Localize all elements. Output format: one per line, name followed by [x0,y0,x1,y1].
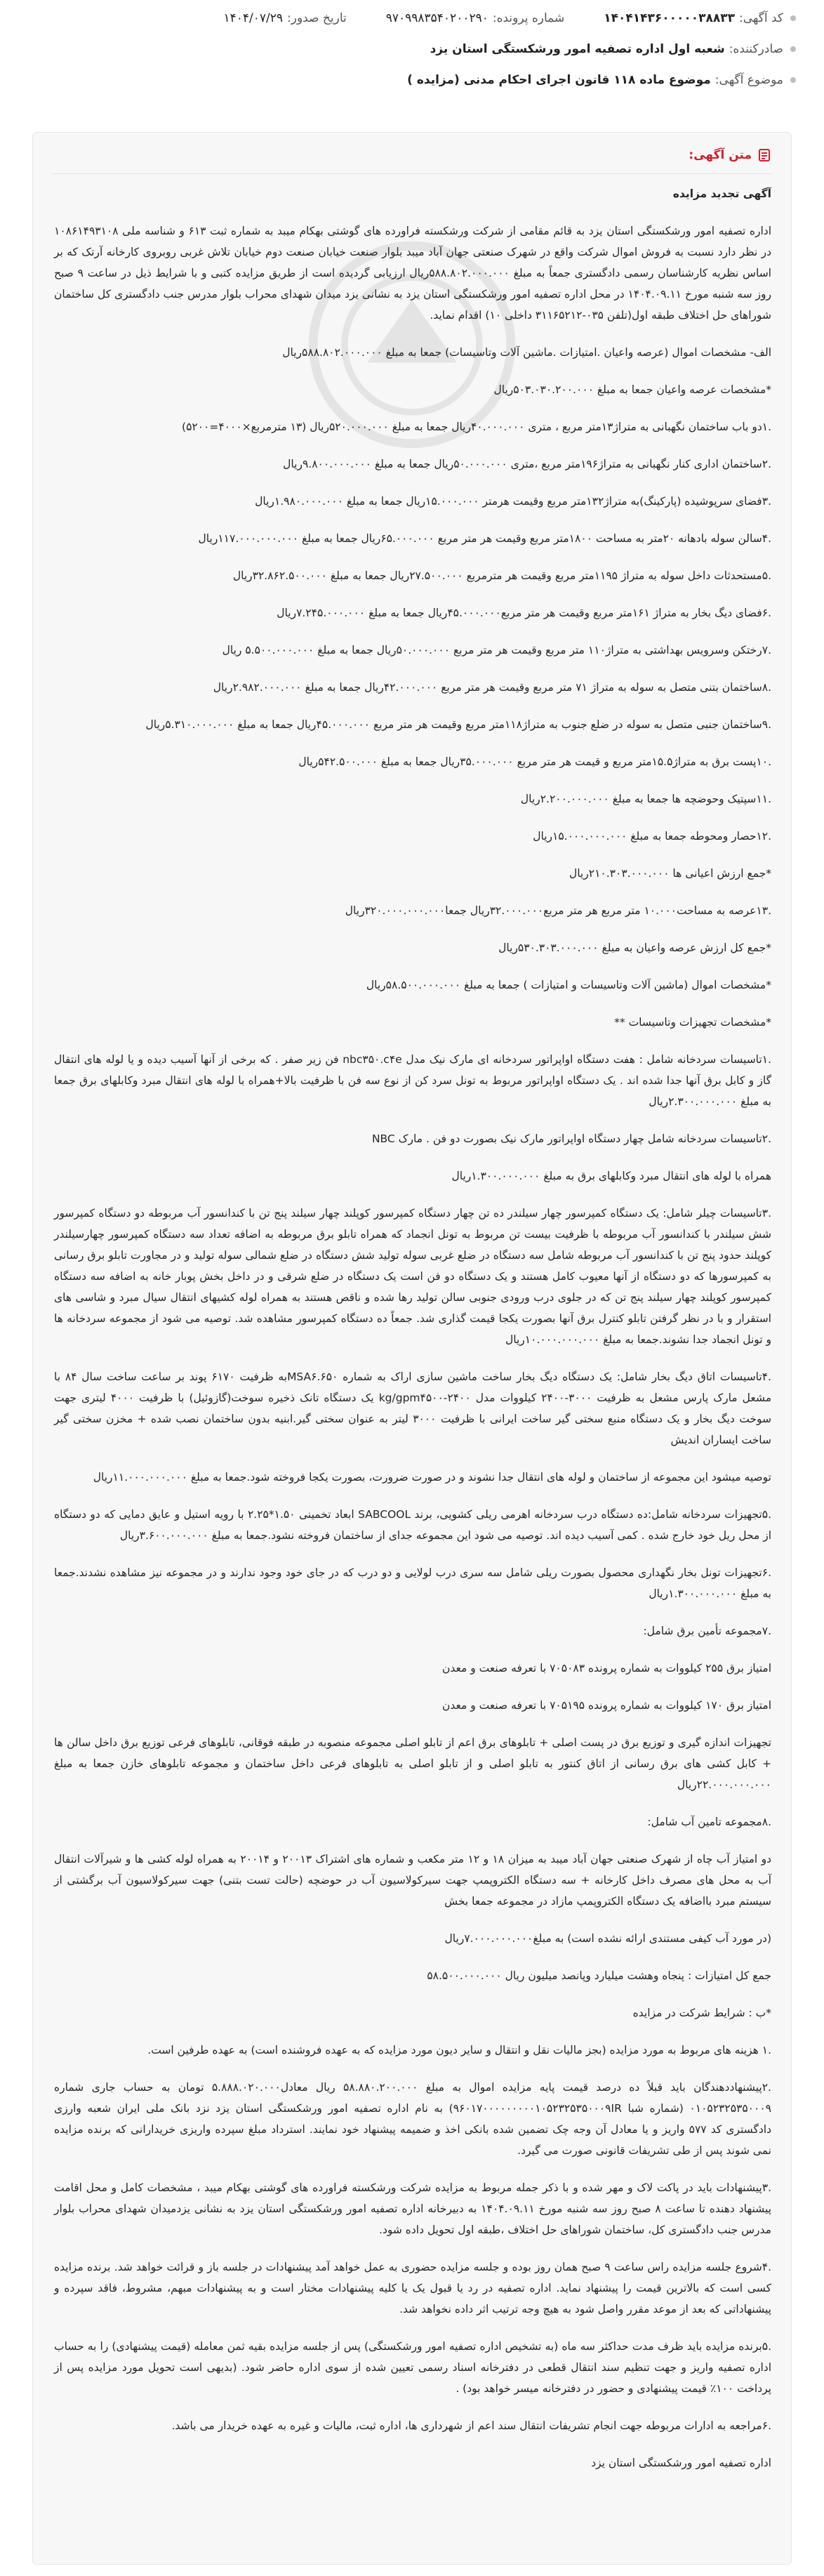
notice-header [0,0,824,121]
bullet-dot-icon [790,46,796,52]
issue-date-label: تاریخ صدور: [287,11,347,25]
notice-paragraph: .۳فضای سرپوشیده (پارکینگ)به متراژ۱۳۲متر مربع وقیمت هرمتر ۱۵.۰۰۰.۰۰۰ریال جمعا به مبلغ ۱.۹۸۰.۰۰۰.۰۰۰ریال [255,495,771,508]
notice-paragraph: امتیاز برق ۱۷۰ کیلووات به شماره پرونده ۷۰۵۱۹۵ با تعرفه صنعت و معدن [442,1699,771,1712]
subject [407,73,796,87]
notice-paragraph: دو امتیاز آب چاه از شهرک صنعتی جهان آباد میبد به میزان ۱۸ و ۱۲ متر مکعب و شماره های اشتراک ۲۰۰۱۳ و ۲۰۰۱۴ به همراه لوله کشی ها و شیرآلات انتقال آب به محل های مصرف داخل کارخانه + سه دستگاه الکتروپمپ جهت سیرکولاسیون آب در حوضچه (حالت تست بتنی) جهت سیرکولاسیون آب برگشتی از سیستم مبرد بااضافه یک دستگاه الکتروپمپ مازاد در مجموعه جمعا بخش [54,1853,772,1908]
notice-paragraph: .۱۲حصار ومحوطه جمعا به مبلغ ۱۵.۰۰۰.۰۰۰.۰۰۰ریال [533,830,771,843]
document-icon [757,148,771,162]
notice-paragraph: .۸مجموعه تامین آب شامل: [647,1816,771,1828]
issue-date [224,11,347,25]
notice-paragraph: .۵تجهیزات سردخانه شامل:ده دستگاه درب سردخانه اهرمی ریلی کشویی، برند SABCOOL ابعاد تخمینی ۱.۵۰*۲.۲۵ با رویه استیل و عایق دمایی که دو دستگاه از محل ریل خود خارج شده . کمی آسیب دیده اند. توصیه می شود این مجموعه جدای از ساختمان فروخته نشود.جمعا به مبلغ ۳.۶۰۰.۰۰۰.۰۰۰ریال [54,1508,772,1542]
notice-paragraph: .۴سالن سوله بادهانه ۲۰متر به مساحت ۱۸۰۰متر مربع وقیمت هر متر مربع ۶۵.۰۰۰.۰۰۰ریال جمعا به مبلغ ۱۱۷.۰۰۰.۰۰۰.۰۰۰ریال [198,532,771,545]
notice-paragraph: تجهیزات اندازه گیری و توزیع برق در پست اصلی + تابلوهای برق اعم از تابلو اصلی مجموعه منصوبه در طبقه فوقانی، تابلوهای فرعی توزیع برق داخل سالن ها + کابل کشی های برق رسانی از اتاق کنتور به تابلو اصلی و از تابلو اصلی به تابلوهای فرعی داخل ساختمان و مجموعه تابلوهای خازن جمعا به مبلغ ۲۲.۰۰۰.۰۰۰.۰۰۰ریال [54,1736,771,1791]
notice-paragraph: .۲تاسیسات سردخانه شامل چهار دستگاه اواپراتور مارک نیک بصورت دو فن . مارک NBC [371,1132,771,1145]
notice-paragraph: .۱ هزینه های مربوط به مورد مزایده (بجز مالیات نقل و انتقال و سایر دیون مورد مزایده که به عهده فروشنده است) به عهده طرفین است. [147,2044,771,2056]
notice-paragraph: *جمع کل ارزش عرصه واعیان به مبلغ ۵۳۰.۳۰۳.۰۰۰.۰۰۰ریال [498,942,771,954]
notice-paragraph: .۱۳عرصه به مساحت۱۰.۰۰۰ متر مربع هر متر مربع۳۲.۰۰۰.۰۰۰ریال جمعا۳۲۰.۰۰۰.۰۰۰.۰۰۰ریال [345,904,771,917]
notice-paragraph: .۲پیشنهاددهندگان باید قبلاً ده درصد قیمت پایه مزایده اموال به مبلغ ۵۸.۸۸۰.۲۰۰.۰۰۰ ریال معادل۵.۸۸۸.۰۲۰.۰۰۰ تومان به حساب جاری شماره ۰۱۰۵۲۳۲۵۳۵۰۰۰۹ (شماره شبا ۹۶۰۱۷۰۰۰۰۰۰۰۰۰۱۰۵۲۳۲۵۳۵۰۰۰۹IR) به نام اداره تصفیه امور ورشکستگی استان یزد نزد بانک ملی ایران شعبه وارزی دادگستری کد ۵۷۷ واریز و یا معادل آن وجه چک تضمین شده بانکی اخذ و ضمیمه پیشنهاد خود نمایند. استرداد مبلغ سپرده واریزی خریدارانی که برنده مزایده نمی شوند پس از طی تشریفات قانونی صورت می گیرد. [54,2081,771,2157]
header-meta-row [28,11,796,25]
notice-paragraph: .۶فضای دیگ بخار به متراژ ۱۶۱متر مربع وقیمت هر متر مربع۴۵.۰۰۰.۰۰۰ریال جمعا به مبلغ ۷.۲۴۵.۰۰۰.۰۰۰ریال [277,607,771,619]
notice-heading: آگهی تجدید مزایده [672,187,771,200]
notice-paragraph: .۵برنده مزایده باید ظرف مدت حداکثر سه ماه (به تشخیص اداره تصفیه امور ورشکستگی) پس از جلسه مزایده بقیه ثمن معامله (قیمت پیشنهادی) را به حساب اداره تصفیه واریز و جهت تنظیم سند انتقال قطعی در دفترخانه اسناد رسمی تعیین شده از سوی اداره حاضر شود. (بدیهی است تحویل مورد مزایده پس از پرداخت ۱۰۰٪ قیمت پیشنهادی و حضور در دفترخانه میسر خواهد بود) . [54,2340,771,2395]
notice-number [604,11,796,25]
notice-paragraph: *مشخصات اموال (ماشین آلات وتاسیسات و امتیازات ) جمعا به مبلغ ۵۸.۵۰۰.۰۰۰.۰۰۰ریال [366,979,771,991]
subject-value: موضوع ماده ۱۱۸ قانون اجرای احکام مدنی (مزایده ) [407,73,711,87]
notice-number-label: کد آگهی: [739,11,783,25]
notice-paragraph: .۵مستحدثات داخل سوله به متراژ ۱۱۹۵متر مربع وقیمت هر مترمربع ۲۷.۵۰۰.۰۰۰ریال جمعا به مبلغ ۳۲.۸۶۲.۵۰۰.۰۰۰ریال [232,569,771,582]
issuer [430,42,796,56]
notice-section-header [689,148,771,162]
tracking-number-label: شماره پرونده: [492,11,565,25]
notice-paragraph: .۳پیشنهادات باید در پاکت لاک و مهر شده و با ذکر جمله مربوط به مزایده شرکت ورشکسته فراورده های گوشتی بهکام میبد ، مشخصات کامل و محل اقامت پیشنهاد دهنده تا ساعت ۸ صبح روز سه شنبه مورخ ۱۴۰۴.۰۹.۱۱ به دبیرخانه اداره تصفیه امور ورشکستگی استان یزد به نشانی یزدمیدان شهدای محراب بلوار مدرس جنب دادگستری کل، ساختمان شوراهای حل اختلاف ،طبقه اول تحویل داده شود. [54,2181,771,2236]
notice-paragraph: .۴تاسیسات اتاق دیگ بخار شامل: یک دستگاه دیگ بخار ساخت ماشین سازی اراک به شماره MSA۶.۶۵۰به ظرفیت ۶۱۷۰ پوند بر ساعت ساخت سال ۸۴ با مشعل مارک پارس مشعل به ظرفیت ۳۰۰۰-۲۴۰۰ کیلووات مدل kg/gpm۴۵۰۰-۲۴۰۰ یک دستگاه تانک ذخیره سوخت(گازوئیل) با ظرفیت ۴۰۰۰ لیتری جهت سوخت دیگ بخار و یک دستگاه منبع سختی گیر ساخت ایرانی با ظرفیت ۳۰۰۰ لیتر به عنوان سختی گیر.ابنیه بدون ساختمان نصب شده + مخزن سختی گیر ساخت ایساران اندیش [54,1370,772,1446]
notice-paragraph: .۷مجموعه تأمین برق شامل: [643,1625,771,1637]
notice-paragraph: .۴شروع جلسه مزایده راس ساعت ۹ صبح همان روز بوده و جلسه مزایده حضوری به عمل خواهد آمد پیشنهادات در جلسه باز و قرائت خواهد شد. برنده مزایده کسی است که بالاترین قیمت را پیشنهاد نماید. اداره تصفیه در رد یا قبول یک یا کلیه پیشنهادات مختار است و به پیشنهادات مبهم، مشروط، فاقد سپرده و پیشنهاداتی که بعد از موعد مقرر واصل شود به هیچ وجه ترتیب اثر داده نخواهد شد. [54,2261,771,2316]
bullet-dot-icon [790,15,796,21]
notice-paragraph: همراه با لوله های انتقال مبرد وکابلهای برق به مبلغ ۱.۳۰۰.۰۰۰.۰۰۰ریال [451,1170,771,1182]
notice-number-value: ۱۴۰۴۱۴۳۶۰۰۰۰۰۳۸۸۳۳ [604,11,736,25]
subject-row [28,73,796,87]
notice-paragraph: توصیه میشود این مجموعه از ساختمان و لوله های انتقال جدا نشوند و در صورت ضرورت، بصورت یکجا فروخته شود.جمعا به مبلغ ۱۱.۰۰۰.۰۰۰.۰۰۰ریال [93,1471,771,1484]
subject-label: موضوع آگهی: [715,73,783,87]
notice-paragraph: *ب : شرایط شرکت در مزایده [632,2007,771,2019]
notice-paragraph: *جمع ارزش اعیانی ها ۲۱۰.۳۰۳.۰۰۰.۰۰۰ریال [569,867,771,880]
notice-card [32,132,792,2565]
issuer-label: صادرکننده: [729,42,783,56]
notice-paragraph: .۱دو باب ساختمان نگهبانی به متراژ۱۳متر مربع ، متری ۴۰.۰۰۰.۰۰۰ریال جمعا به مبلغ ۵۲۰.۰۰۰.۰۰۰ریال (۱۳ مترمربع×۴۰۰۰=۵۲۰۰) [182,421,771,433]
notice-paragraph: .۷رختکن وسرویس بهداشتی به متراژ۱۱۰ متر مربع وقیمت هر متر مربع ۵۰.۰۰۰.۰۰۰ریال جمعا به مبلغ ۵.۵۰۰.۰۰۰.۰۰۰ ریال [222,644,771,656]
notice-paragraph: .۱۱سپتیک وحوضچه ها جمعا به مبلغ ۲.۲۰۰.۰۰۰.۰۰۰ریال [520,793,771,805]
notice-paragraph: (در مورد آب کیفی مستندی ارائه نشده است) به مبلغ۷.۰۰۰.۰۰۰.۰۰۰ریال [444,1932,771,1945]
notice-paragraph: .۶مراجعه به ادارات مربوطه جهت انجام تشریفات انتقال سند اعم از شهرداری ها، اداره ثبت، مالیات و غیره به عهده خریدار می باشد. [171,2419,771,2432]
notice-section-title: متن آگهی: [689,148,752,162]
notice-paragraph: اداره تصفیه امور ورشکستگی استان یزد به قائم مقامی از شرکت ورشکسته فراورده های گوشتی بهکام میبد به شماره ثبت ۶۱۳ و شناسه ملی ۱۰۸۶۱۴۹۳۱۰۸ در نظر دارد نسبت به فروش اموال شرکت واقع در شهرک صنعتی جهان آباد میبد بلوار صنعت خیابان صنعت دوم خیابان تلاش غربی روبروی کارخانه آرتک که بر اساس نظریه کارشناسان رسمی دادگستری جمعاً به مبلغ ۵۸۸.۸۰۲.۰۰۰.۰۰۰ریال ارزیابی گردیده است از طریق مزایده کتبی و با شرایط ذیل در ساعت ۹ صبح روز سه شنبه مورخ ۱۴۰۴.۰۹.۱۱ در محل اداره تصفیه امور ورشکستگی استان یزد به نشانی یزد میدان شهدای محراب بلوار مدرس جنب دادگستری کل ساختمان شوراهای حل اختلاف طبقه اول(تلفن ۰۳۵-۳۱۱۶۵۲۱۲ داخلی ۱۰) اقدام نماید. [54,225,772,322]
divider [51,173,773,174]
notice-body [54,183,771,2490]
notice-paragraph: .۹ساختمان جنبی متصل به سوله در ضلع جنوب به متراژ۱۱۸متر مربع وقیمت هر متر مربع ۴۵.۰۰۰.۰۰۰ریال جمعا به مبلغ ۵.۳۱۰.۰۰۰.۰۰۰ریال [145,718,771,731]
issuer-value: شعبه اول اداره تصفیه امور ورشکستگی استان یزد [430,42,725,56]
tracking-number-value: ۹۷۰۹۹۸۳۵۴۰۲۰۰۲۹۰ [385,11,489,25]
issue-date-value: ۱۴۰۴/۰۷/۲۹ [223,11,284,25]
notice-paragraph: .۳تاسیسات چیلر شامل: یک دستگاه کمپرسور چهار سیلندر ده تن چهار دستگاه کمپرسور کوپلند چهار سیلند پنج تن با کندانسور آب مربوطه دو دستگاه کمپرسور شش سیلندر با کندانسور آب مربوطه با ظرفیت بیست تن مربوط به تونل انجماد که همراه تابلو برق مربوطه به اضافه تعداد سه دستگاه کمپرسور چهارسیلندر کوپلند حدود پنج تن با کندانسور آب مربوطه شامل سه دستگاه در ضلع غربی سوله تولید شش دستگاه در ضلع شمالی سوله تولید و در مجاورت تابلو برق رسانی به کمپرسورها که دو دستگاه از آنها معیوب کامل هستند و یک دستگاه دو فن است یک دستگاه در ضلع شرقی و در داخل بخش پوبار خانه به اضافه سه دستگاه کمپرسور کوپلند چهار سیلند پنج تن که در جلوی درب ورودی جنوبی سالن تولید رها شده و ناقص هستند به همراه لوله کشیهای انتقال سیال مبرد و شاسی های استقرار و با در نظر گرفتن تابلو کنترل برق آنها بصورت یکجا قیمت گذاری شد. جمعاً ده دستگاه کمپرسور مشاهده شد. توصیه می شود از مجموعه سردخانه ها و تونل انجماد جدا نشوند.جمعا به مبلغ ۱۰.۰۰۰.۰۰۰.۰۰۰ریال [54,1207,771,1346]
notice-paragraph: *مشخصات تجهیزات وتاسیسات ** [614,1016,771,1029]
notice-paragraph: اداره تصفیه امور ورشکستگی استان یزد [591,2457,771,2469]
notice-paragraph: جمع کل امتیازات : پنجاه وهشت میلیارد وپانصد میلیون ریال ۵۸.۵۰۰.۰۰۰.۰۰۰ [427,1969,771,1982]
notice-paragraph: .۶تجهیزات تونل بخار نگهداری محصول بصورت ریلی شامل سه سری درب لولایی و دو درب که در جای خود وجود ندارند و در مجموعه نیز مشاهده نشدند.جمعا به مبلغ ۱.۳۰۰.۰۰۰.۰۰۰ریال [54,1566,771,1600]
notice-paragraph: *مشخصات عرصه واعیان جمعا به مبلغ ۵۰۳.۰۳۰.۲۰۰.۰۰۰ریال [493,383,771,396]
tracking-number [386,11,564,25]
bullet-dot-icon [790,77,796,83]
notice-paragraph: .۱تاسیسات سردخانه شامل : هفت دستگاه اواپراتور سردخانه ای مارک نیک مدل nbc۳۵۰.c۴e فن زیر صفر . که برخی از آنها آسیب دیده و یا لوله های انتقال گاز و کابل برق آنها جدا شده اند . یک دستگاه اواپراتور مربوط به تونل سرد کن از نوع سه فن با ظرفیت بالا+همراه با لوله های انتقال مبرد وکابلهای برق جمعا به مبلغ ۲.۳۰۰.۰۰۰.۰۰۰ریال [54,1053,771,1108]
notice-paragraph: امتیاز برق ۲۵۵ کیلووات به شماره پرونده ۷۰۵۰۸۳ با تعرفه صنعت و معدن [442,1662,771,1675]
notice-paragraph: .۱۰پست برق به متراژ۱۵.۵متر مربع و قیمت هر متر مربع ۳۵.۰۰۰.۰۰۰ریال جمعا به مبلغ ۵۴۲.۵۰۰.۰۰۰ریال [298,755,771,768]
issuer-row [28,42,796,56]
notice-paragraph: .۲ساختمان اداری کنار نگهبانی به متراژ۱۹۶متر مربع ،متری ۵۰.۰۰۰.۰۰۰ریال جمعا به مبلغ ۹.۸۰۰.۰۰۰.۰۰۰ریال [283,458,771,470]
notice-paragraph: .۸ساختمان بتنی متصل به سوله به متراژ ۷۱ متر مربع وقیمت هر متر مربع ۴۲.۰۰۰.۰۰۰ریال جمعا به مبلغ ۲.۹۸۲.۰۰۰.۰۰۰ریال [213,681,771,694]
notice-paragraph: الف- مشخصات اموال (عرصه واعیان .امتیازات .ماشین آلات وتاسیسات) جمعا به مبلغ ۵۸۸.۸۰۲.۰۰۰.۰۰۰ریال [282,346,771,359]
